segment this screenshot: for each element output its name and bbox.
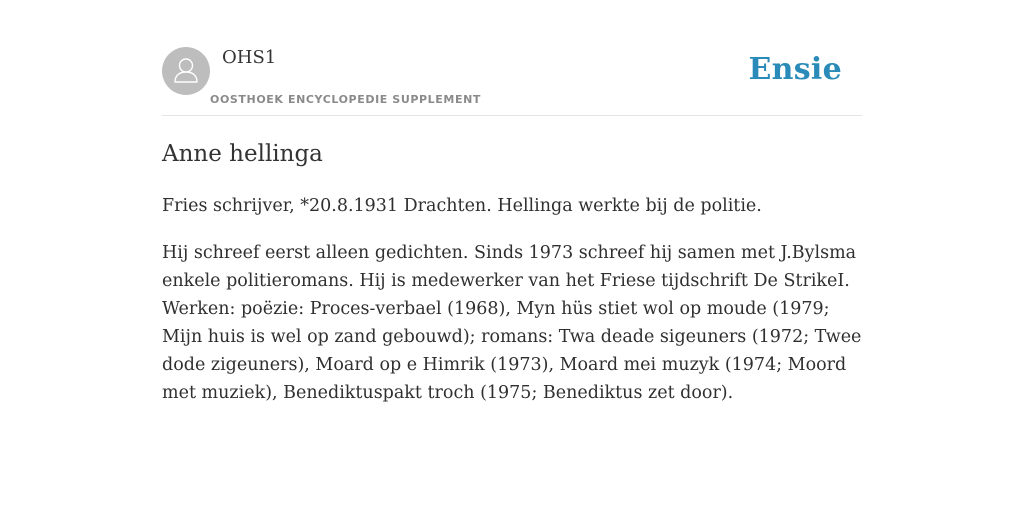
site-logo[interactable]: Ensie <box>748 52 842 87</box>
article-paragraph: Fries schrijver, *20.8.1931 Drachten. Hellinga werkte bij de politie. <box>162 196 762 216</box>
user-icon <box>162 47 210 95</box>
header <box>162 0 862 116</box>
article-title: Anne hellinga <box>162 141 323 167</box>
author-name[interactable]: OHS1 <box>222 47 277 68</box>
avatar[interactable] <box>162 47 210 95</box>
article-body <box>162 192 862 426</box>
article-paragraph: Hij schreef eerst alleen gedichten. Sinds 1973 schreef hij samen met J.Bylsma enkele politieromans. Hij is medewerker van het Friese tijdschrift De StrikeI. Werken: poëzie: Proces-verbael (1968), Myn hüs stiet wol op moude (1979; Mijn huis is wel op zand gebouwd); romans: Twa deade sigeuners (1972; Twee dode zigeuners), Moard op e Himrik (1973), Moard mei muzyk (1974; Moord met muziek), Benediktuspakt troch (1975; Benediktus zet door). <box>162 243 862 403</box>
source-label[interactable]: OOSTHOEK ENCYCLOPEDIE SUPPLEMENT <box>210 93 481 106</box>
page <box>162 0 862 403</box>
